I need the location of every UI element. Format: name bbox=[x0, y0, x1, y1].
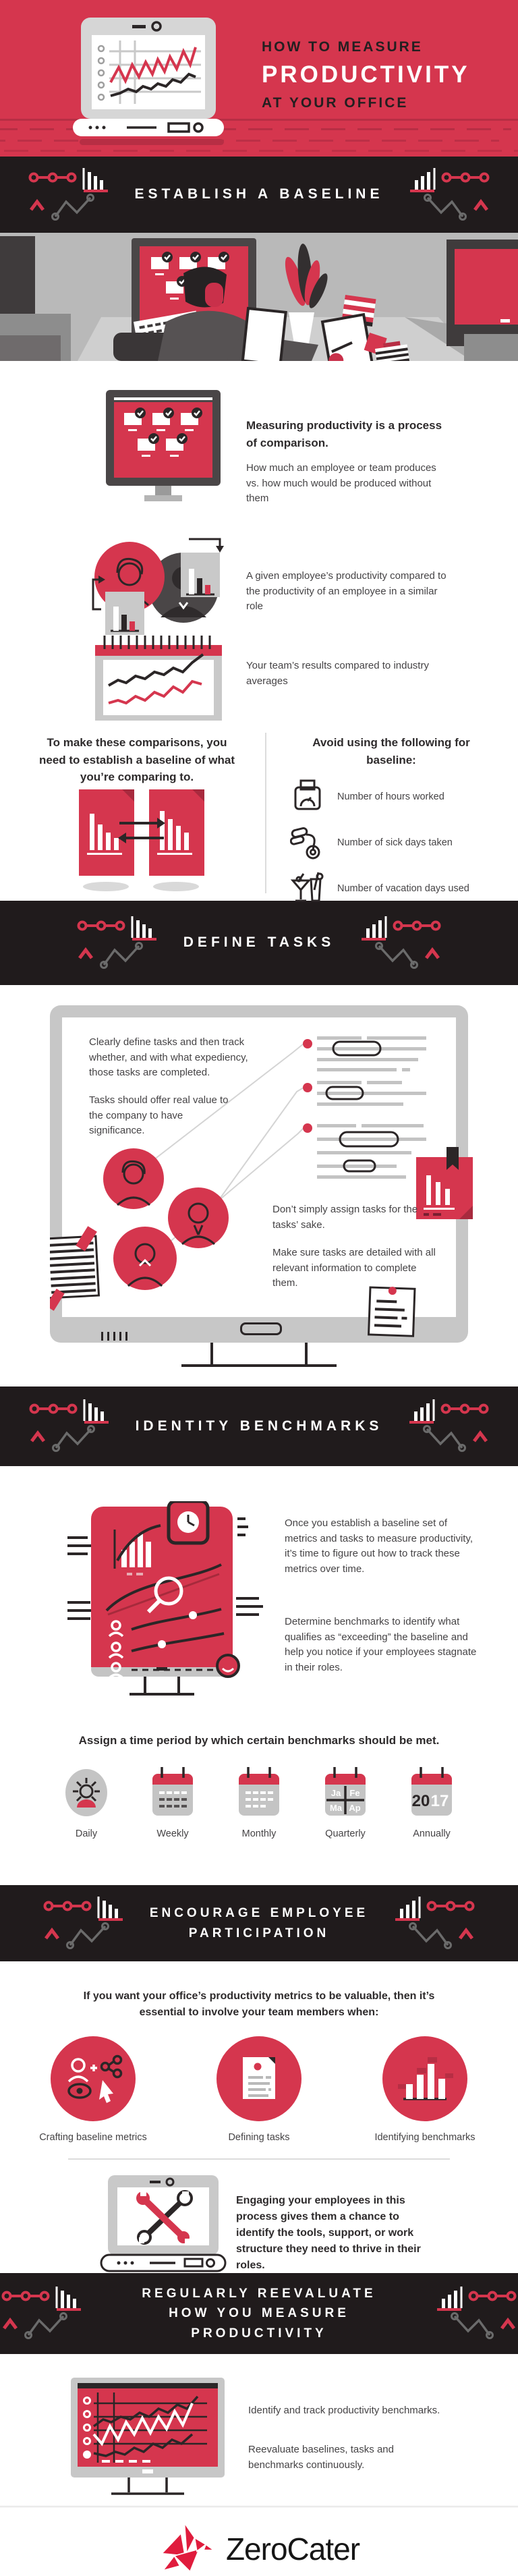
period-row bbox=[0, 1766, 518, 1839]
period-annually bbox=[401, 1766, 463, 1839]
section-banner-reevaluate bbox=[0, 2273, 518, 2354]
hero-header bbox=[0, 0, 518, 157]
banner-title bbox=[108, 2284, 410, 2343]
title-line-2: PRODUCTIVITY bbox=[262, 61, 470, 88]
documents-exchange-illustration bbox=[71, 784, 212, 899]
comparison-heading: Measuring productivity is a process of comparison. bbox=[246, 419, 442, 449]
define-tasks-monitor bbox=[50, 1005, 468, 1387]
comparison-row-1 bbox=[0, 383, 518, 542]
comparison-row-2 bbox=[0, 542, 518, 633]
banner-decoration-icons bbox=[28, 1398, 113, 1455]
banner-decoration-icons bbox=[391, 1895, 476, 1952]
banner-decoration-icons bbox=[357, 915, 442, 972]
origami-crane-logo bbox=[159, 2519, 221, 2576]
banner-decoration-icons bbox=[42, 1895, 127, 1952]
baseline-note: To make these comparisons, you need to establish a baseline of what you’re comparing to. bbox=[39, 736, 235, 783]
comparison-row-3 bbox=[0, 633, 518, 722]
identity-paragraph-2: Determine benchmarks to identify what qualifies as “exceeding” the baseline and help you notice if your employees stagnate in their roles. bbox=[285, 1616, 477, 1673]
quarter-label: Fe bbox=[349, 1787, 360, 1798]
circle-identifying-benchmarks bbox=[368, 2036, 482, 2143]
monthly-calendar-icon bbox=[235, 1766, 283, 1818]
banner-title-line-2: HOW YOU MEASURE PRODUCTIVITY bbox=[169, 2306, 349, 2341]
banner-title-line-1: ENCOURAGE EMPLOYEE bbox=[149, 1906, 369, 1921]
pills-icon bbox=[290, 825, 325, 860]
period-quarterly bbox=[314, 1766, 376, 1839]
define-paragraph-4: Make sure tasks are detailed with all relevant information to complete them. bbox=[272, 1247, 436, 1289]
avoid-item-hours bbox=[290, 779, 492, 814]
section-banner-participation bbox=[0, 1885, 518, 1961]
quarter-label: Ma bbox=[329, 1802, 343, 1813]
identity-section bbox=[0, 1501, 518, 1704]
engage-block bbox=[0, 2182, 518, 2273]
quarter-label: Ap bbox=[349, 1802, 361, 1813]
weekly-calendar-icon bbox=[148, 1766, 197, 1818]
banner-decoration-icons bbox=[76, 915, 161, 972]
results-calendar-chart-illustration bbox=[91, 633, 226, 724]
assign-heading: Assign a time period by which certain benchmarks should be met. bbox=[78, 1734, 440, 1747]
banner-decoration-icons bbox=[433, 2285, 518, 2342]
section-divider bbox=[68, 2158, 450, 2160]
reevaluate-section bbox=[0, 2378, 518, 2506]
reevaluate-paragraph-2: Reevaluate baselines, tasks and benchmarks continuously. bbox=[248, 2444, 394, 2471]
define-paragraph-2: Tasks should offer real value to the company to have significance. bbox=[89, 1094, 229, 1136]
reevaluate-paragraph-1: Identify and track productivity benchmarks. bbox=[248, 2405, 440, 2416]
banner-decoration-icons bbox=[0, 2285, 85, 2342]
monitor-tick-marks bbox=[101, 1332, 127, 1341]
circle-caption: Defining tasks bbox=[228, 2132, 290, 2143]
banner-title: IDENTITY BENCHMARKS bbox=[135, 1418, 383, 1434]
participation-section bbox=[0, 1961, 518, 2143]
monitor-button bbox=[240, 1322, 282, 1335]
avoid-item-label: Number of hours worked bbox=[337, 791, 444, 802]
banner-decoration-icons bbox=[405, 1398, 490, 1455]
banner-decoration-icons bbox=[27, 167, 112, 223]
baseline-two-column-block bbox=[0, 729, 518, 901]
folders-monitor-illustration bbox=[96, 390, 231, 508]
quarter-label: Ja bbox=[330, 1787, 341, 1798]
engage-paragraph: Engaging your employees in this process gives them a chance to identify the tools, support, or work structure they need to thrive in their roles. bbox=[236, 2195, 421, 2271]
laptop-tools-illustration bbox=[96, 2175, 231, 2280]
period-label: Quarterly bbox=[325, 1828, 366, 1839]
employee-comparison-illustration bbox=[88, 535, 232, 640]
period-label: Weekly bbox=[156, 1828, 189, 1839]
define-paragraph-1: Clearly define tasks and then track whether, and with what expediency, those tasks are completed. bbox=[89, 1036, 248, 1078]
brand-wordmark: ZeroCater bbox=[225, 2531, 360, 2567]
quarterly-calendar-icon bbox=[321, 1766, 370, 1818]
annual-calendar-icon bbox=[407, 1766, 456, 1818]
comparison-item-2: A given employee’s productivity compared to the productivity of an employee in a similar role bbox=[246, 570, 447, 612]
section-banner-define-tasks bbox=[0, 901, 518, 985]
avoid-column bbox=[290, 734, 492, 906]
punch-clock-icon bbox=[290, 779, 325, 814]
circle-crafting-metrics bbox=[36, 2036, 150, 2143]
avoid-item-sick-days bbox=[290, 825, 492, 860]
vacation-drinks-icon bbox=[290, 871, 325, 906]
period-label: Monthly bbox=[241, 1828, 277, 1839]
period-label: Annually bbox=[413, 1828, 451, 1839]
period-label: Daily bbox=[75, 1828, 98, 1839]
circle-caption: Crafting baseline metrics bbox=[39, 2132, 147, 2143]
monitor-stand bbox=[50, 1343, 468, 1373]
participation-circles bbox=[0, 2036, 518, 2143]
office-desk-illustration bbox=[0, 233, 518, 361]
identity-paragraph-1: Once you establish a baseline set of metrics and tasks to measure productivity, it’s time to figure out how to track these metrics over time. bbox=[285, 1517, 473, 1575]
comparison-item-3: Your team’s results compared to industry averages bbox=[246, 660, 429, 687]
benchmark-bars-icon bbox=[382, 2036, 468, 2122]
title-line-3: AT YOUR OFFICE bbox=[262, 95, 409, 111]
sunrise-icon bbox=[62, 1766, 111, 1818]
banner-title bbox=[150, 1903, 368, 1943]
banner-title-line-2: PARTICIPATION bbox=[188, 1926, 330, 1940]
footer bbox=[0, 2506, 518, 2576]
avoid-item-label: Number of vacation days used bbox=[337, 883, 469, 894]
circle-caption: Identifying benchmarks bbox=[374, 2132, 476, 2143]
participation-intro: If you want your office’s productivity metrics to be valuable, then it’s essential to involve your team members when: bbox=[83, 1990, 435, 2018]
period-daily bbox=[55, 1766, 117, 1839]
circle-defining-tasks bbox=[202, 2036, 316, 2143]
dashed-line bbox=[4, 150, 518, 152]
page-title bbox=[262, 39, 470, 111]
banner-title: ESTABLISH A BASELINE bbox=[134, 186, 384, 202]
avoid-item-vacation-days bbox=[290, 871, 492, 906]
avoid-title: Avoid using the following for baseline: bbox=[312, 736, 470, 766]
laptop-chart-illustration bbox=[67, 18, 235, 142]
avoid-item-label: Number of sick days taken bbox=[337, 837, 453, 848]
year-digits-white: 17 bbox=[430, 1791, 449, 1810]
period-weekly bbox=[142, 1766, 204, 1839]
define-paragraph-3: Don’t simply assign tasks for the tasks’ sake. bbox=[272, 1204, 418, 1231]
comparison-item-1: How much an employee or team produces vs. how much would be produced without them bbox=[246, 462, 436, 504]
year-digits-black: 20 bbox=[411, 1791, 430, 1810]
title-line-1: HOW TO MEASURE bbox=[262, 39, 423, 55]
banner-decoration-icons bbox=[406, 167, 491, 223]
assign-time-period-block bbox=[0, 1732, 518, 1885]
metrics-dashboard-illustration bbox=[67, 1501, 270, 1704]
collaboration-icon bbox=[50, 2036, 136, 2122]
section-banner-establish bbox=[0, 157, 518, 233]
document-icon bbox=[216, 2036, 302, 2122]
banner-title: DEFINE TASKS bbox=[183, 934, 335, 951]
establish-section bbox=[0, 364, 518, 901]
column-divider bbox=[265, 733, 266, 893]
period-monthly bbox=[228, 1766, 290, 1839]
section-banner-identity-benchmarks bbox=[0, 1387, 518, 1466]
banner-title-line-1: REGULARLY REEVALUATE bbox=[142, 2286, 376, 2301]
benchmark-monitor-illustration bbox=[71, 2378, 225, 2506]
